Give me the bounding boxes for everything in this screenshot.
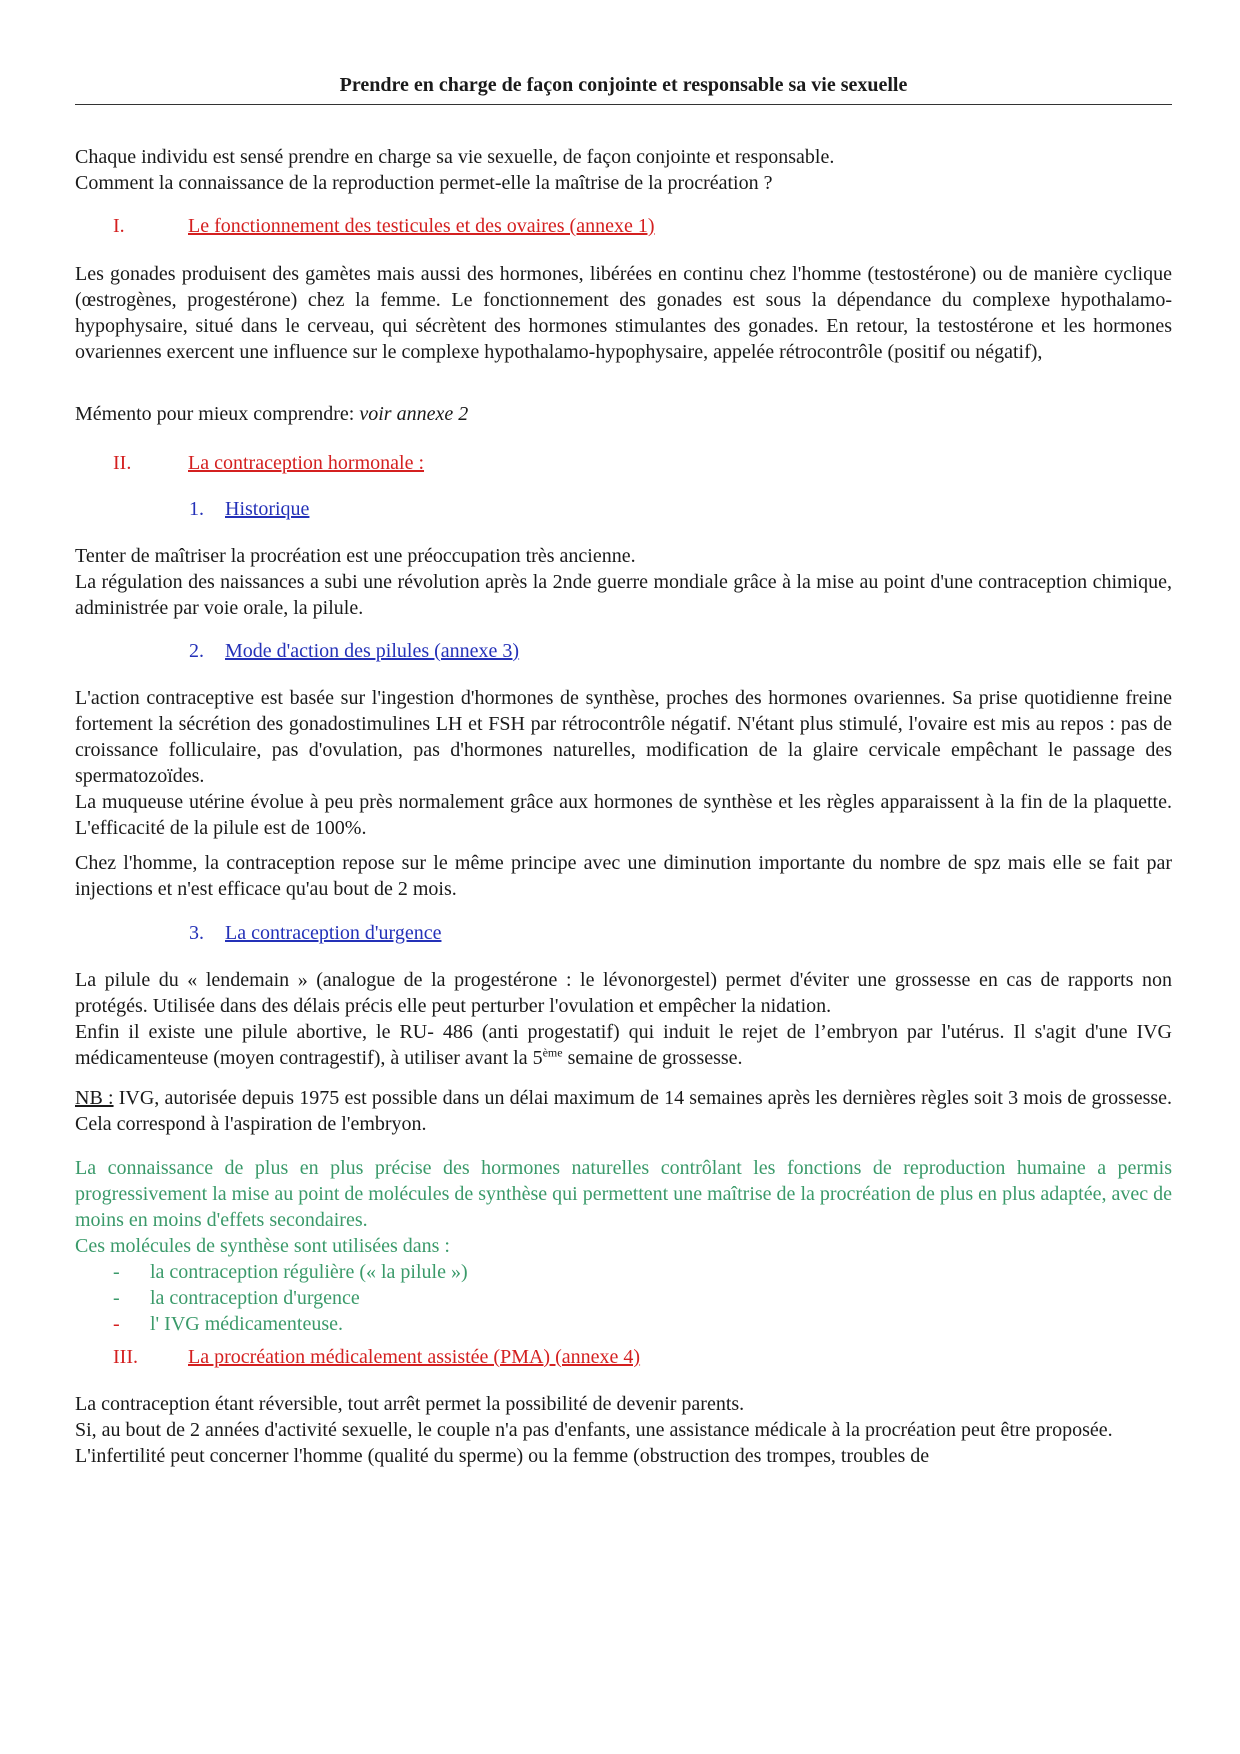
subsection-1-title: Historique [225, 498, 310, 520]
intro-line-1: Chaque individu est sensé prendre en charge sa vie sexuelle, de façon conjointe et responsable. [75, 146, 835, 168]
list-item-text: la contraception d'urgence [150, 1287, 360, 1309]
urgence-para-2 [75, 1019, 1172, 1071]
pilule-para-3: Chez l'homme, la contraception repose sur le même principe avec une diminution importante du nombre de spz mais elle se fait par injections et n'est efficace qu'au bout de 2 mois. [75, 852, 1172, 900]
list-item-text: la contraception régulière (« la pilule ») [150, 1261, 468, 1283]
section-1-body: Les gonades produisent des gamètes mais aussi des hormones, libérées en continu chez l'homme (testostérone) ou de manière cyclique (œstrogènes, progestérone) chez la femme. Le fonctionnement des gonades est sous la dépendance du complexe hypothalamo-hypophysaire, situé dans le cerveau, qui sécrètent des hormones stimulantes des gonades. En retour, la testostérone et les hormones ovariennes exercent une influence sur le complexe hypothalamo-hypophysaire, appelée rétrocontrôle (positif ou négatif), [75, 263, 1172, 363]
subsection-3-body [75, 967, 1172, 1071]
urgence-para-1: La pilule du « lendemain » (analogue de la progestérone : le lévonorgestel) permet d'éviter une grossesse en cas de rapports non protégés. Utilisée dans des délais précis elle peut perturber l'ovulation et empêcher la nidation. [75, 969, 1172, 1017]
pma-line-3: L'infertilité peut concerner l'homme (qualité du sperme) ou la femme (obstruction des trompes, troubles de [75, 1445, 930, 1467]
list-dash: - [113, 1313, 120, 1335]
section-1-number: I. [113, 215, 125, 237]
historique-line-1: Tenter de maîtriser la procréation est une préoccupation très ancienne. [75, 545, 636, 567]
list-dash: - [113, 1261, 120, 1283]
subsection-2-body [75, 685, 1172, 841]
nb-label: NB : [75, 1087, 114, 1109]
section-2-title: La contraception hormonale : [188, 452, 425, 474]
pma-line-1: La contraception étant réversible, tout arrêt permet la possibilité de devenir parents. [75, 1393, 745, 1415]
list-dash: - [113, 1287, 120, 1309]
subsection-3-title: La contraception d'urgence [225, 922, 442, 944]
summary-para: La connaissance de plus en plus précise des hormones naturelles contrôlant les fonctions de reproduction humaine a permis progressivement la mise au point de molécules de synthèse qui permettent une maîtrise de la procréation de plus en plus adaptée, avec de moins en moins d'effets secondaires. [75, 1157, 1172, 1231]
subsection-2-number: 2. [189, 640, 204, 662]
section-3-body [75, 1391, 1172, 1469]
list-item [75, 1311, 1172, 1337]
subsection-1-body [75, 543, 1172, 621]
summary-intro: Ces molécules de synthèse sont utilisées dans : [75, 1235, 450, 1257]
section-3-number: III. [113, 1346, 138, 1368]
page-header-title: Prendre en charge de façon conjointe et responsable sa vie sexuelle [75, 72, 1172, 105]
intro-line-2: Comment la connaissance de la reproduction permet-elle la maîtrise de la procréation ? [75, 172, 773, 194]
section-1-title: Le fonctionnement des testicules et des ovaires (annexe 1) [188, 215, 655, 237]
section-2-number: II. [113, 452, 132, 474]
section-3-title: La procréation médicalement assistée (PMA) (annexe 4) [188, 1346, 641, 1368]
memento-label: Mémento pour mieux comprendre: [75, 403, 360, 425]
pma-line-2: Si, au bout de 2 années d'activité sexuelle, le couple n'a pas d'enfants, une assistance médicale à la procréation peut être proposée. [75, 1419, 1113, 1441]
urgence-para-2-sup: ème [542, 1045, 563, 1060]
nb-text: IVG, autorisée depuis 1975 est possible dans un délai maximum de 14 semaines après les dernières règles soit 3 mois de grossesse. Cela correspond à l'aspiration de l'embryon. [75, 1087, 1173, 1135]
historique-line-2: La régulation des naissances a subi une révolution après la 2nde guerre mondiale grâce à la mise au point d'une contraception chimique, administrée par voie orale, la pilule. [75, 571, 1172, 619]
document-page [75, 0, 1173, 1467]
intro [75, 144, 1172, 196]
list-item [75, 1285, 1172, 1311]
subsection-2-title: Mode d'action des pilules (annexe 3) [225, 640, 520, 662]
subsection-1-number: 1. [189, 498, 204, 520]
list-item-text: l' IVG médicamenteuse. [150, 1313, 343, 1335]
subsection-3-number: 3. [189, 922, 204, 944]
list-item [75, 1259, 1172, 1285]
pilule-para-1: L'action contraceptive est basée sur l'ingestion d'hormones de synthèse, proches des hormones ovariennes. Sa prise quotidienne freine fortement la sécrétion des gonadostimulines LH et FSH par rétrocontrôle négatif. N'étant plus stimulé, l'ovaire est mis au repos : pas de croissance folliculaire, pas d'ovulation, pas d'hormones naturelles, modification de la glaire cervicale empêchant le passage des spermatozoïdes. [75, 687, 1172, 787]
memento-ref: voir annexe 2 [359, 403, 469, 425]
summary-block [75, 1155, 1172, 1259]
pilule-para-2: La muqueuse utérine évolue à peu près normalement grâce aux hormones de synthèse et les règles apparaissent à la fin de la plaquette. L'efficacité de la pilule est de 100%. [75, 791, 1172, 839]
memento [75, 401, 1172, 427]
molecule-uses-list [75, 1259, 1172, 1337]
urgence-para-2-text: Enfin il existe une pilule abortive, le RU- 486 (anti progestatif) qui induit le rejet de l’embryon par l'utérus. Il s'agit d'une IVG médicamenteuse (moyen contragestif), à utiliser avant la 5 [75, 1021, 1172, 1069]
nb-note [75, 1085, 1172, 1137]
urgence-para-2-end: semaine de grossesse. [562, 1047, 743, 1069]
